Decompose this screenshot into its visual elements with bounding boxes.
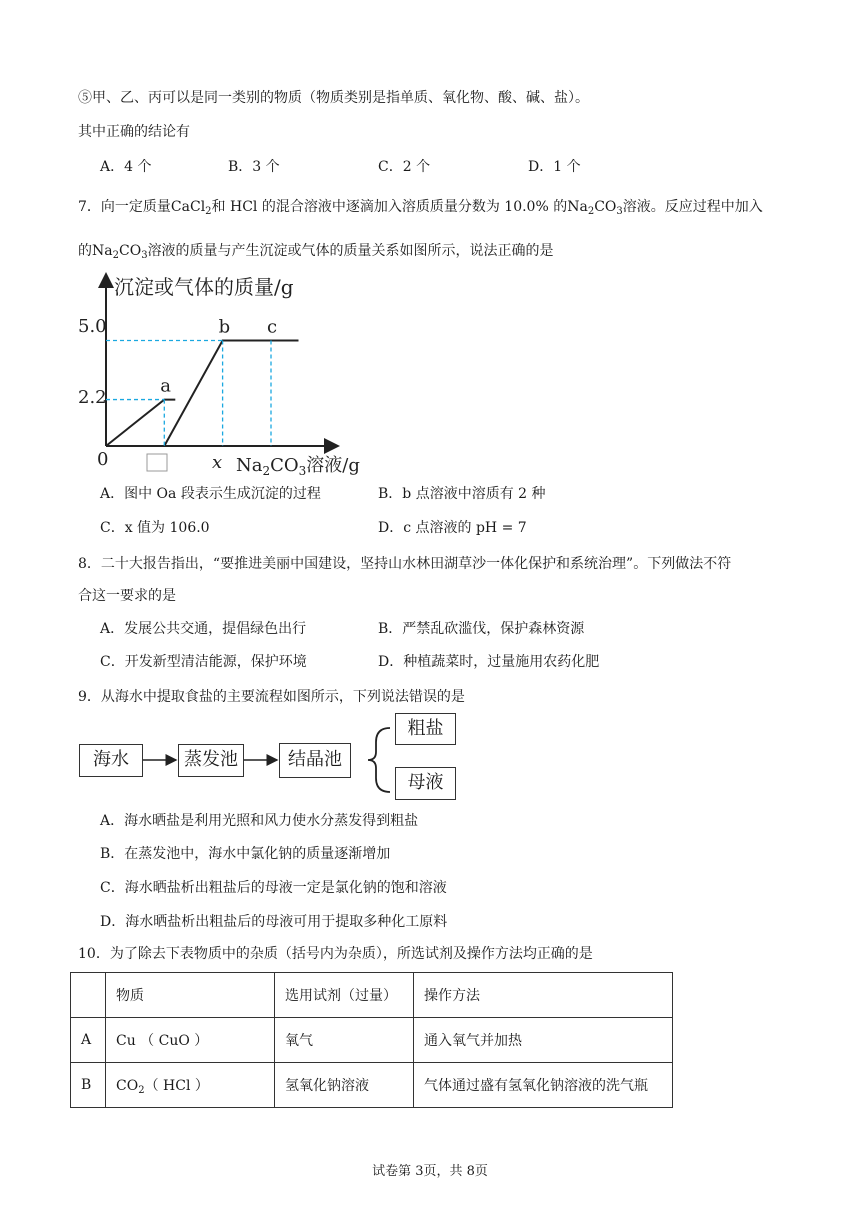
q7-option-a: A．图中 Oa 段表示生成沉淀的过程 bbox=[100, 486, 321, 502]
q7-stem-line1: 7．向一定质量CaCl$_2$和 HCl 的混合溶液中逐滴加入溶质质量分数为 10.0% 的$Na_2CO_3$溶液。反应过程中加入 bbox=[78, 199, 763, 217]
q7-chart bbox=[70, 268, 370, 476]
table-header-row bbox=[71, 973, 673, 1018]
table-cell: 通入氧气并加热 bbox=[414, 1018, 673, 1063]
table-row bbox=[71, 1018, 673, 1063]
q7-stem-line2: 的$Na_2CO_3$溶液的质量与产生沉淀或气体的质量关系如图所示，说法正确的是 bbox=[78, 243, 554, 261]
x-tick-x: x bbox=[212, 452, 223, 473]
table-cell: $CO_2$（ HCl ） bbox=[106, 1063, 275, 1108]
q9-option-a: A．海水晒盐是利用光照和风力使水分蒸发得到粗盐 bbox=[100, 813, 419, 829]
table-cell: A bbox=[71, 1018, 106, 1063]
series-line-2 bbox=[164, 341, 298, 447]
table-cell: B bbox=[71, 1063, 106, 1108]
q6-option-b: B．3 个 bbox=[228, 159, 280, 175]
point-label-c: c bbox=[267, 316, 278, 338]
flow-box-seawater: 海水 bbox=[79, 744, 143, 777]
table-cell: 选用试剂（过量） bbox=[275, 973, 414, 1018]
q9-option-d: D．海水晒盐析出粗盐后的母液可用于提取多种化工原料 bbox=[100, 914, 448, 930]
y-tick-2-2: 2.2 bbox=[78, 387, 107, 408]
page-footer: 试卷第 3页，共 8页 bbox=[372, 1164, 488, 1179]
blank-box bbox=[147, 454, 167, 471]
q6-item5: ⑤甲、乙、丙可以是同一类别的物质（物质类别是指单质、氧化物、酸、碱、盐）。 bbox=[78, 90, 589, 106]
q8-stem-line1: 8．二十大报告指出，“要推进美丽中国建设，坚持山水林田湖草沙一体化保护和系统治理”。下列做法不符 bbox=[78, 556, 732, 572]
table-row bbox=[71, 1063, 673, 1108]
q8-option-d: D．种植蔬菜时，过量施用农药化肥 bbox=[378, 654, 600, 670]
table-cell: 物质 bbox=[106, 973, 275, 1018]
table-cell: 氧气 bbox=[275, 1018, 414, 1063]
q9-option-c: C．海水晒盐析出粗盐后的母液一定是氯化钠的饱和溶液 bbox=[100, 880, 447, 896]
x-axis-label: $Na_2CO_3$溶液/g bbox=[236, 455, 360, 476]
q8-stem-line2: 合这一要求的是 bbox=[78, 588, 176, 604]
q8-option-a: A．发展公共交通，提倡绿色出行 bbox=[100, 621, 307, 637]
flow-box-mother-liquor: 母液 bbox=[395, 767, 456, 800]
flow-box-evaporation-pond: 蒸发池 bbox=[178, 744, 244, 777]
point-label-b: b bbox=[218, 316, 231, 338]
y-axis-label: 沉淀或气体的质量/g bbox=[114, 275, 294, 299]
y-tick-5: 5.0 bbox=[78, 316, 107, 337]
q6-option-c: C．2 个 bbox=[378, 159, 431, 175]
q7-option-b: B．b 点溶液中溶质有 2 种 bbox=[378, 486, 546, 502]
brace bbox=[368, 728, 390, 792]
point-label-a: a bbox=[160, 375, 172, 397]
flow-box-crystallization-pond: 结晶池 bbox=[279, 743, 351, 778]
table-cell: 氢氧化钠溶液 bbox=[275, 1063, 414, 1108]
q8-option-c: C．开发新型清洁能源，保护环境 bbox=[100, 654, 307, 670]
q7-option-c: C．x 值为 106.0 bbox=[100, 520, 210, 536]
q6-option-a: A．4 个 bbox=[100, 159, 152, 175]
q7-option-d: D．c 点溶液的 pH = 7 bbox=[378, 520, 527, 536]
table-cell: Cu （ CuO ） bbox=[106, 1018, 275, 1063]
q8-option-b: B．严禁乱砍滥伐，保护森林资源 bbox=[378, 621, 585, 637]
q6-prompt: 其中正确的结论有 bbox=[78, 124, 190, 140]
table-cell: 操作方法 bbox=[414, 973, 673, 1018]
table-cell: 气体通过盛有氢氧化钠溶液的洗气瓶 bbox=[414, 1063, 673, 1108]
q6-option-d: D．1 个 bbox=[528, 159, 581, 175]
origin-label: 0 bbox=[97, 449, 109, 470]
table-cell bbox=[71, 973, 106, 1018]
q9-stem: 9．从海水中提取食盐的主要流程如图所示，下列说法错误的是 bbox=[78, 689, 465, 705]
q10-table bbox=[70, 972, 673, 1108]
flow-box-crude-salt: 粗盐 bbox=[395, 713, 456, 745]
q9-option-b: B．在蒸发池中，海水中氯化钠的质量逐渐增加 bbox=[100, 846, 391, 862]
q10-stem: 10．为了除去下表物质中的杂质（括号内为杂质），所选试剂及操作方法均正确的是 bbox=[78, 946, 593, 962]
